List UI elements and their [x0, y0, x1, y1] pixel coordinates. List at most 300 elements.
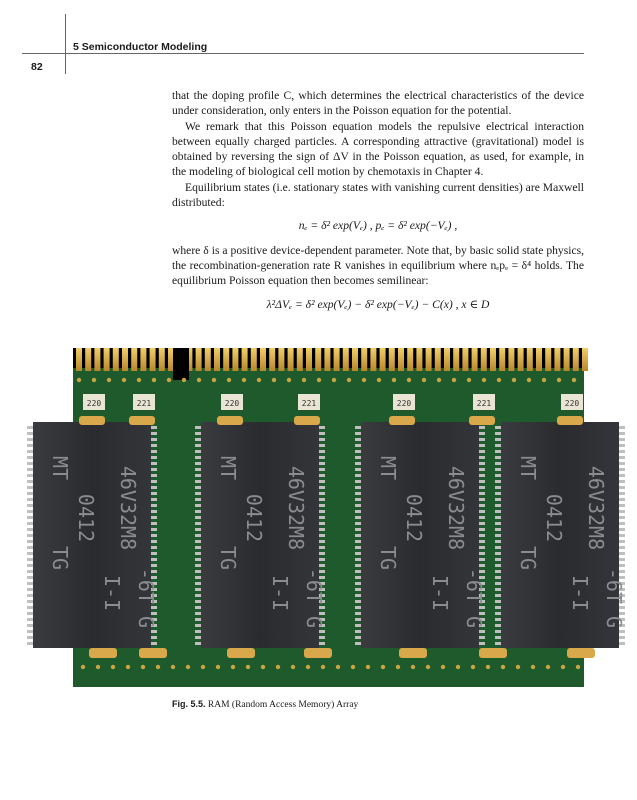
chip-pin: [619, 552, 625, 555]
via: [486, 665, 490, 669]
chip-pin: [195, 582, 201, 585]
gold-finger: [140, 348, 146, 371]
gold-finger: [251, 348, 257, 371]
via: [107, 378, 111, 382]
via: [141, 665, 145, 669]
chip-pin: [355, 516, 361, 519]
chip-pin: [319, 450, 325, 453]
chip-pin: [27, 450, 33, 453]
chip-marking: 46V32M8: [584, 465, 608, 551]
chip-pin: [319, 534, 325, 537]
chip-pin: [355, 630, 361, 633]
via: [257, 378, 261, 382]
via: [306, 665, 310, 669]
chip-pin: [355, 438, 361, 441]
chip-pin: [495, 444, 501, 447]
chip-pin: [27, 504, 33, 507]
chip-pin: [195, 426, 201, 429]
chip-pin: [479, 642, 485, 645]
chip-pin: [479, 432, 485, 435]
gold-finger: [94, 348, 100, 371]
via: [231, 665, 235, 669]
chip-pin: [27, 528, 33, 531]
chip-pin: [619, 426, 625, 429]
capacitor: [389, 416, 415, 425]
resistor-label: 221: [136, 399, 152, 408]
chip-pin: [151, 498, 157, 501]
via: [272, 378, 276, 382]
gold-finger: [407, 348, 413, 371]
chip-pin: [495, 564, 501, 567]
chip-pin: [319, 540, 325, 543]
chip-pin: [479, 558, 485, 561]
chip-pin: [619, 438, 625, 441]
via: [291, 665, 295, 669]
chip-pin: [195, 462, 201, 465]
chip-pin: [355, 582, 361, 585]
chip-pin: [319, 492, 325, 495]
chip-pin: [619, 510, 625, 513]
gold-finger: [573, 348, 579, 371]
chip-pin: [319, 630, 325, 633]
header-vertical-rule: [65, 14, 66, 74]
chip-pin: [151, 456, 157, 459]
chip-marking: 46V32M8: [284, 465, 308, 551]
body-text: [172, 88, 584, 320]
gold-finger: [150, 348, 156, 371]
chip-pin: [27, 546, 33, 549]
chip-pin: [319, 522, 325, 525]
chip-pin: [195, 630, 201, 633]
chip-marking: 0412: [242, 493, 266, 543]
chip-pin: [479, 528, 485, 531]
resistor-label: 220: [224, 399, 240, 408]
via: [407, 378, 411, 382]
chip-pin: [619, 540, 625, 543]
chip-pin: [195, 636, 201, 639]
chip-pin: [151, 642, 157, 645]
resistor-label: 220: [564, 399, 580, 408]
capacitor: [567, 648, 595, 658]
chip-pin: [495, 492, 501, 495]
via: [347, 378, 351, 382]
via: [261, 665, 265, 669]
paragraph-2: We remark that this Poisson equation models the repulsive electrical interaction between equally charged particles. A corresponding attractive (gravitational) model is obtained by reversing the sign of ΔV in the Poisson equation, as used, for example, in the modeling of biological cell motion by chemotaxis in Chapter 4.: [172, 119, 584, 179]
chip-pin: [495, 576, 501, 579]
via: [366, 665, 370, 669]
chip-pin: [619, 444, 625, 447]
chip-pin: [27, 432, 33, 435]
gold-finger: [324, 348, 330, 371]
gold-finger: [104, 348, 110, 371]
chip-pin: [355, 426, 361, 429]
chip-pin: [619, 564, 625, 567]
chip-pin: [495, 528, 501, 531]
chip-pin: [619, 486, 625, 489]
chip-marking: -6T G: [134, 567, 158, 629]
chip-pin: [495, 510, 501, 513]
chip-pin: [355, 606, 361, 609]
chip-pin: [151, 450, 157, 453]
via: [531, 665, 535, 669]
chip-pin: [195, 624, 201, 627]
chip-pin: [495, 594, 501, 597]
via: [377, 378, 381, 382]
gold-finger: [159, 348, 165, 371]
chip-pin: [195, 438, 201, 441]
via: [137, 378, 141, 382]
via: [197, 378, 201, 382]
via: [452, 378, 456, 382]
chip-pin: [495, 474, 501, 477]
chip-pin: [619, 498, 625, 501]
capacitor: [399, 648, 427, 658]
chip-pin: [495, 546, 501, 549]
capacitor: [89, 648, 117, 658]
chip-pin: [195, 570, 201, 573]
via: [126, 665, 130, 669]
via: [411, 665, 415, 669]
via: [482, 378, 486, 382]
chip-marking: -6T G: [462, 567, 486, 629]
chip-pin: [495, 558, 501, 561]
via: [516, 665, 520, 669]
chip-pin: [355, 534, 361, 537]
chip-pin: [479, 492, 485, 495]
via: [81, 665, 85, 669]
chip-pin: [619, 504, 625, 507]
chip-pin: [355, 432, 361, 435]
chip-pin: [619, 642, 625, 645]
chip-pin: [195, 468, 201, 471]
chip-pin: [355, 570, 361, 573]
chip-pin: [495, 624, 501, 627]
gold-finger: [113, 348, 119, 371]
chip-pin: [479, 498, 485, 501]
via: [362, 378, 366, 382]
via: [392, 378, 396, 382]
chip-pin: [355, 504, 361, 507]
via: [332, 378, 336, 382]
via: [171, 665, 175, 669]
gold-finger: [527, 348, 533, 371]
chip-pin: [27, 624, 33, 627]
via: [122, 378, 126, 382]
gold-finger: [297, 348, 303, 371]
chip-pin: [195, 480, 201, 483]
chip-pin: [195, 642, 201, 645]
chip-pin: [355, 642, 361, 645]
caption-label: Fig. 5.5.: [172, 699, 206, 709]
chip-pin: [195, 516, 201, 519]
via: [542, 378, 546, 382]
chip-pin: [27, 510, 33, 513]
chip-pin: [495, 456, 501, 459]
chip-pin: [151, 540, 157, 543]
gold-finger: [76, 348, 82, 371]
chip-pin: [195, 534, 201, 537]
chip-pin: [27, 642, 33, 645]
via: [246, 665, 250, 669]
gold-finger: [518, 348, 524, 371]
chip-pin: [151, 522, 157, 525]
chip-pin: [479, 450, 485, 453]
chip-pin: [355, 612, 361, 615]
chip-pin: [355, 564, 361, 567]
chip-pin: [27, 552, 33, 555]
chip-pin: [319, 636, 325, 639]
chip-pin: [479, 630, 485, 633]
chip-pin: [355, 510, 361, 513]
board-notch: [173, 348, 189, 380]
gold-finger: [481, 348, 487, 371]
chip-pin: [495, 480, 501, 483]
chip-pin: [479, 426, 485, 429]
chip-pin: [495, 618, 501, 621]
chip-pin: [355, 636, 361, 639]
via: [111, 665, 115, 669]
chip-pin: [319, 486, 325, 489]
chip-pin: [479, 480, 485, 483]
chip-pin: [27, 498, 33, 501]
chip-pin: [495, 630, 501, 633]
chip-pin: [355, 552, 361, 555]
chip-pin: [195, 576, 201, 579]
chip-pin: [319, 432, 325, 435]
chip-pin: [495, 570, 501, 573]
gold-finger: [196, 348, 202, 371]
via: [351, 665, 355, 669]
chip-pin: [355, 474, 361, 477]
chip-marking: I-I: [428, 574, 452, 612]
gold-finger: [223, 348, 229, 371]
chip-pin: [355, 492, 361, 495]
gold-finger: [242, 348, 248, 371]
chip-pin: [319, 438, 325, 441]
chip-pin: [355, 558, 361, 561]
chip-pin: [619, 462, 625, 465]
chip-pin: [319, 480, 325, 483]
chip-pin: [319, 468, 325, 471]
chip-pin: [319, 558, 325, 561]
chip-pin: [27, 600, 33, 603]
via: [321, 665, 325, 669]
chip-pin: [195, 504, 201, 507]
chip-pin: [151, 504, 157, 507]
chip-marking: MT: [376, 455, 400, 481]
chip-pin: [479, 504, 485, 507]
gold-finger: [352, 348, 358, 371]
paragraph-3: Equilibrium states (i.e. stationary states with vanishing current densities) are Maxwell distributed:: [172, 180, 584, 210]
chip-pin: [355, 576, 361, 579]
chip-pin: [355, 462, 361, 465]
capacitor: [79, 416, 105, 425]
chip-pin: [495, 486, 501, 489]
capacitor: [557, 416, 583, 425]
chip-pin: [319, 474, 325, 477]
chip-pin: [495, 534, 501, 537]
chip-pin: [195, 606, 201, 609]
chip-marking: I-I: [100, 574, 124, 612]
chip-pin: [619, 492, 625, 495]
via: [287, 378, 291, 382]
chip-pin: [495, 468, 501, 471]
chip-pin: [195, 588, 201, 591]
chip-pin: [151, 468, 157, 471]
page-number: 82: [31, 61, 43, 73]
chip-pin: [495, 522, 501, 525]
chip-pin: [355, 540, 361, 543]
figure-caption: [172, 699, 358, 710]
chip-pin: [195, 564, 201, 567]
chip-marking: I-I: [268, 574, 292, 612]
chip-pin: [319, 462, 325, 465]
chip-pin: [195, 498, 201, 501]
chip-marking: MT: [216, 455, 240, 481]
chip-pin: [27, 576, 33, 579]
chip-pin: [27, 606, 33, 609]
chip-pin: [27, 522, 33, 525]
chip-marking: MT: [48, 455, 72, 481]
chip-pin: [355, 600, 361, 603]
chip-pin: [355, 546, 361, 549]
chip-pin: [495, 600, 501, 603]
chip-pin: [151, 486, 157, 489]
gold-finger: [490, 348, 496, 371]
gold-finger: [389, 348, 395, 371]
chip-pin: [27, 486, 33, 489]
via: [471, 665, 475, 669]
gold-finger: [306, 348, 312, 371]
via: [501, 665, 505, 669]
chip-marking: TG: [376, 545, 400, 571]
chip-pin: [495, 498, 501, 501]
via: [546, 665, 550, 669]
gold-finger: [334, 348, 340, 371]
chip-pin: [619, 456, 625, 459]
chip-pin: [479, 462, 485, 465]
gold-finger: [380, 348, 386, 371]
gold-finger: [582, 348, 588, 371]
via: [302, 378, 306, 382]
chip-pin: [151, 510, 157, 513]
chip-pin: [495, 426, 501, 429]
capacitor: [139, 648, 167, 658]
chip-pin: [151, 426, 157, 429]
gold-finger: [232, 348, 238, 371]
chip-pin: [479, 636, 485, 639]
chip-pin: [479, 522, 485, 525]
chip-marking: I-I: [568, 574, 592, 612]
header-horizontal-rule: [22, 53, 584, 54]
chip-pin: [27, 582, 33, 585]
chip-pin: [619, 468, 625, 471]
gold-finger: [435, 348, 441, 371]
gold-finger: [444, 348, 450, 371]
chip-marking: -6T G: [602, 567, 626, 629]
chip-pin: [195, 540, 201, 543]
chip-pin: [27, 594, 33, 597]
chip-marking: 0412: [74, 493, 98, 543]
chip-pin: [355, 456, 361, 459]
chip-pin: [495, 606, 501, 609]
via: [572, 378, 576, 382]
chip-pin: [151, 480, 157, 483]
chip-pin: [27, 612, 33, 615]
chip-pin: [27, 516, 33, 519]
chip-pin: [27, 468, 33, 471]
via: [497, 378, 501, 382]
chip-pin: [355, 444, 361, 447]
chip-pin: [151, 546, 157, 549]
gold-finger: [398, 348, 404, 371]
chip-pin: [495, 438, 501, 441]
capacitor: [217, 416, 243, 425]
chip-pin: [495, 588, 501, 591]
via: [426, 665, 430, 669]
chip-pin: [319, 546, 325, 549]
chip-pin: [355, 528, 361, 531]
via: [336, 665, 340, 669]
gold-finger: [426, 348, 432, 371]
chip-pin: [27, 534, 33, 537]
chip-pin: [151, 636, 157, 639]
chip-pin: [495, 450, 501, 453]
chip-pin: [479, 444, 485, 447]
chip-pin: [355, 594, 361, 597]
chip-pin: [27, 618, 33, 621]
via: [317, 378, 321, 382]
chip-pin: [355, 624, 361, 627]
chip-pin: [27, 558, 33, 561]
gold-finger: [278, 348, 284, 371]
via: [576, 665, 580, 669]
gold-finger: [453, 348, 459, 371]
chip-pin: [195, 546, 201, 549]
via: [437, 378, 441, 382]
gold-finger: [288, 348, 294, 371]
chip-pin: [355, 450, 361, 453]
chip-pin: [619, 522, 625, 525]
chip-pin: [319, 510, 325, 513]
chip-pin: [319, 456, 325, 459]
via: [201, 665, 205, 669]
chip-pin: [479, 486, 485, 489]
chip-pin: [319, 528, 325, 531]
chip-marking: -6T G: [302, 567, 326, 629]
chip-pin: [195, 486, 201, 489]
gold-finger: [508, 348, 514, 371]
chip-pin: [479, 468, 485, 471]
gold-finger: [315, 348, 321, 371]
chip-pin: [479, 540, 485, 543]
via: [92, 378, 96, 382]
chip-marking: TG: [216, 545, 240, 571]
chip-pin: [195, 450, 201, 453]
resistor-label: 220: [396, 399, 412, 408]
chip-pin: [151, 444, 157, 447]
chip-pin: [355, 522, 361, 525]
chip-pin: [495, 636, 501, 639]
via: [467, 378, 471, 382]
chip-marking: 46V32M8: [444, 465, 468, 551]
gold-finger: [205, 348, 211, 371]
chip-pin: [27, 426, 33, 429]
paragraph-4: where δ is a positive device-dependent parameter. Note that, by basic solid state physics, the recombination-generation rate R vanishes in equilibrium where nₑpₑ = δ⁴ holds. The equilibrium Poisson equation then becomes semilinear:: [172, 243, 584, 288]
resistor-label: 221: [476, 399, 492, 408]
via: [527, 378, 531, 382]
chip-pin: [495, 516, 501, 519]
